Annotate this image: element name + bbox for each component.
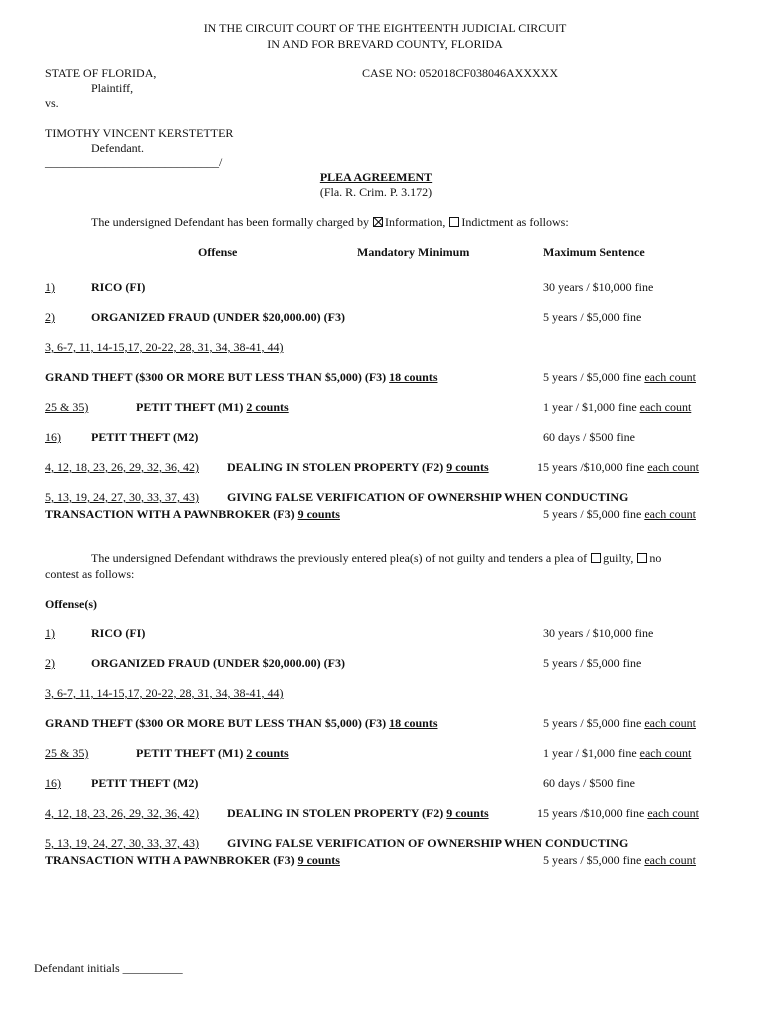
plaintiff-role: Plaintiff, [91, 81, 134, 95]
offense-max-sentence: 5 years / $5,000 fine [543, 656, 642, 670]
defendant-initials[interactable]: Defendant initials __________ [34, 961, 183, 975]
no-contest-label: no [649, 551, 662, 565]
count-total: 18 counts [389, 370, 438, 384]
offense-max-sentence: 5 years / $5,000 fine each count [543, 853, 696, 867]
offense-number: 25 & 35) [45, 746, 89, 760]
charged-prefix: The undersigned Defendant has been formally charged by [91, 215, 370, 229]
offense-number: 1) [45, 280, 55, 294]
offense-max-sentence: 30 years / $10,000 fine [543, 626, 654, 640]
count-total: 9 counts [297, 853, 340, 867]
caption-closing-line: _____________________________/ [45, 155, 223, 169]
offense-max-sentence: 60 days / $500 fine [543, 430, 635, 444]
count-total: 18 counts [389, 716, 438, 730]
rule-citation: (Fla. R. Crim. P. 3.172) [319, 185, 433, 199]
offense-number: 4, 12, 18, 23, 26, 29, 32, 36, 42) [45, 806, 199, 820]
no-contest-checkbox[interactable] [637, 553, 647, 563]
count-total: 9 counts [297, 507, 340, 521]
offense-max-sentence: 15 years /$10,000 fine each count [537, 806, 699, 820]
information-label: Information, [385, 215, 446, 229]
defendant-role: Defendant. [91, 141, 144, 155]
guilty-label: guilty, [603, 551, 634, 565]
offense-name: PETIT THEFT (M1) 2 counts [136, 746, 289, 760]
case-number: CASE NO: 052018CF038046AXXXXX [362, 66, 559, 80]
plea-statement-continued: contest as follows: [45, 567, 135, 581]
offense-number: 2) [45, 310, 55, 324]
information-checkbox[interactable] [373, 217, 383, 227]
offense-max-sentence: 1 year / $1,000 fine each count [543, 400, 692, 414]
offense-name: RICO (FI) [91, 626, 146, 640]
plea-prefix: The undersigned Defendant withdraws the previously entered plea(s) of not guilty and tenders a plea of [91, 551, 588, 565]
offense-max-sentence: 30 years / $10,000 fine [543, 280, 654, 294]
offense-name: PETIT THEFT (M1) 2 counts [136, 400, 289, 414]
offense-name: GIVING FALSE VERIFICATION OF OWNERSHIP WHEN CONDUCTING [227, 490, 629, 504]
offense-name: RICO (FI) [91, 280, 146, 294]
plaintiff-name: STATE OF FLORIDA, [45, 66, 157, 80]
offense-number: 25 & 35) [45, 400, 89, 414]
count-total: 9 counts [446, 460, 489, 474]
offense-name-continued: TRANSACTION WITH A PAWNBROKER (F3) 9 counts [45, 507, 340, 521]
offense-number: 16) [45, 430, 61, 444]
offense-name: ORGANIZED FRAUD (UNDER $20,000.00) (F3) [91, 656, 345, 670]
versus: vs. [45, 96, 59, 110]
indictment-label: Indictment as follows: [461, 215, 569, 229]
count-list: 3, 6-7, 11, 14-15,17, 20-22, 28, 31, 34, 38-41, 44) [45, 340, 284, 354]
offense-name: DEALING IN STOLEN PROPERTY (F2) 9 counts [227, 806, 489, 820]
offense-name: ORGANIZED FRAUD (UNDER $20,000.00) (F3) [91, 310, 345, 324]
offense-name: GRAND THEFT ($300 OR MORE BUT LESS THAN $5,000) (F3) 18 counts [45, 370, 438, 384]
column-maximum-sentence: Maximum Sentence [543, 245, 645, 259]
offense-number: 1) [45, 626, 55, 640]
column-offense: Offense [198, 245, 238, 259]
offense-number: 5, 13, 19, 24, 27, 30, 33, 37, 43) [45, 490, 199, 504]
plea-statement [91, 551, 661, 566]
offense-number: 2) [45, 656, 55, 670]
offense-name: GRAND THEFT ($300 OR MORE BUT LESS THAN $5,000) (F3) 18 counts [45, 716, 438, 730]
offense-max-sentence: 60 days / $500 fine [543, 776, 635, 790]
offense-max-sentence: 5 years / $5,000 fine each count [543, 370, 696, 384]
column-mandatory-minimum: Mandatory Minimum [357, 245, 470, 259]
charged-statement [91, 215, 569, 230]
offense-number: 5, 13, 19, 24, 27, 30, 33, 37, 43) [45, 836, 199, 850]
offense-max-sentence: 1 year / $1,000 fine each count [543, 746, 692, 760]
offense-max-sentence: 15 years /$10,000 fine each count [537, 460, 699, 474]
defendant-name: TIMOTHY VINCENT KERSTETTER [45, 126, 234, 140]
court-heading-line1: IN THE CIRCUIT COURT OF THE EIGHTEENTH JUDICIAL CIRCUIT [203, 21, 567, 35]
offense-max-sentence: 5 years / $5,000 fine each count [543, 507, 696, 521]
offense-name: PETIT THEFT (M2) [91, 776, 199, 790]
guilty-checkbox[interactable] [591, 553, 601, 563]
offenses-heading: Offense(s) [45, 597, 97, 611]
count-list: 3, 6-7, 11, 14-15,17, 20-22, 28, 31, 34, 38-41, 44) [45, 686, 284, 700]
offense-name: DEALING IN STOLEN PROPERTY (F2) 9 counts [227, 460, 489, 474]
offense-name-continued: TRANSACTION WITH A PAWNBROKER (F3) 9 counts [45, 853, 340, 867]
count-total: 9 counts [446, 806, 489, 820]
indictment-checkbox[interactable] [449, 217, 459, 227]
offense-name: GIVING FALSE VERIFICATION OF OWNERSHIP WHEN CONDUCTING [227, 836, 629, 850]
document-title: PLEA AGREEMENT [319, 170, 433, 184]
offense-max-sentence: 5 years / $5,000 fine [543, 310, 642, 324]
offense-number: 16) [45, 776, 61, 790]
count-total: 2 counts [246, 746, 289, 760]
offense-max-sentence: 5 years / $5,000 fine each count [543, 716, 696, 730]
count-total: 2 counts [246, 400, 289, 414]
court-heading-line2: IN AND FOR BREVARD COUNTY, FLORIDA [267, 37, 503, 51]
offense-number: 4, 12, 18, 23, 26, 29, 32, 36, 42) [45, 460, 199, 474]
offense-name: PETIT THEFT (M2) [91, 430, 199, 444]
